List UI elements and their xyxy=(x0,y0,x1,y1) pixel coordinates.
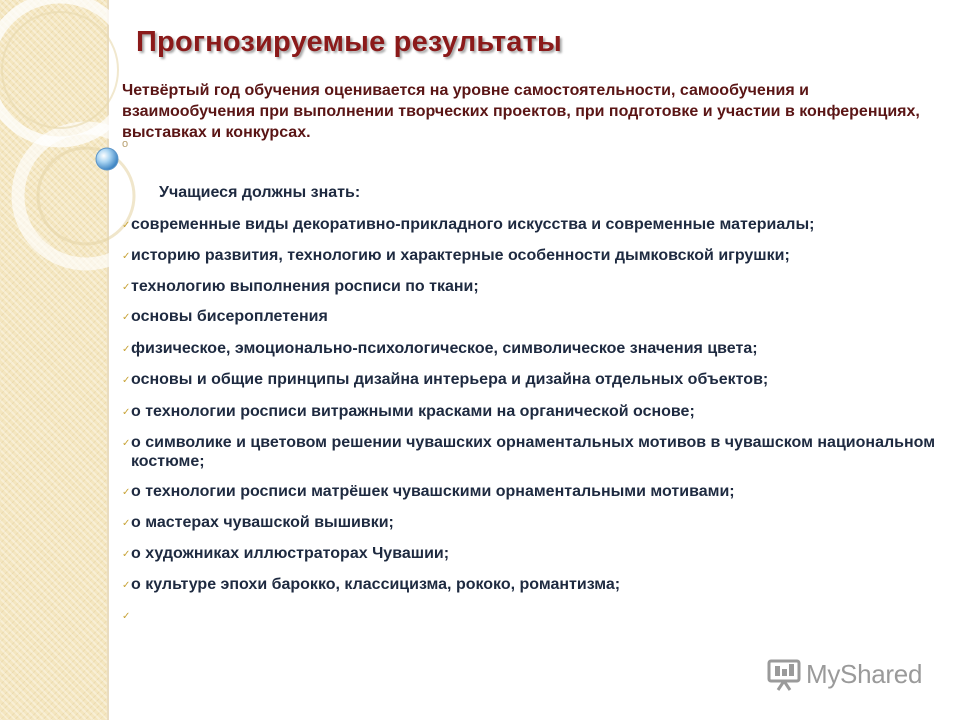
list-item-text: о культуре эпохи барокко, классицизма, рококо, романтизма; xyxy=(131,576,621,593)
list-item xyxy=(122,433,942,471)
list-item xyxy=(122,215,942,234)
check-icon: ✓ xyxy=(122,251,131,262)
list-item-text: о символике и цветовом решении чувашских орнаментальных мотивов в чувашском национальном костюме; xyxy=(131,434,936,470)
check-icon: ✓ xyxy=(122,580,131,591)
knowledge-heading: Учащиеся должны знать: xyxy=(159,184,361,201)
list-item xyxy=(122,277,942,296)
list-item-text: технологию выполнения росписи по ткани; xyxy=(131,278,479,295)
list-item-text: о технологии росписи витражными красками на органической основе; xyxy=(131,403,695,420)
check-icon: ✓ xyxy=(122,375,131,386)
check-icon: ✓ xyxy=(122,611,131,622)
check-icon: ✓ xyxy=(122,487,131,498)
list-item-text: историю развития, технологию и характерные особенности дымковской игрушки; xyxy=(131,247,790,264)
check-icon: ✓ xyxy=(122,438,131,449)
intro-paragraph: Четвёртый год обучения оценивается на уровне самостоятельности, самообучения и взаимообучения при выполнении творческих проектов, при подготовке и участии в конференциях, выставках и конкурсах. xyxy=(122,82,920,141)
list-item xyxy=(122,370,942,389)
check-icon: ✓ xyxy=(122,407,131,418)
list-item-text: о художниках иллюстраторах Чувашии; xyxy=(131,545,450,562)
list-item-text: о мастерах чувашской вышивки; xyxy=(131,514,394,531)
check-icon: ✓ xyxy=(122,549,131,560)
list-item-text: физическое, эмоционально-психологическое, символическое значения цвета; xyxy=(131,340,758,357)
list-item xyxy=(122,513,942,532)
list-item xyxy=(122,307,942,326)
intro-bullet: o xyxy=(122,138,129,150)
list-item-text: современные виды декоративно-прикладного искусства и современные материалы; xyxy=(131,216,815,233)
watermark-text: MyShared xyxy=(806,658,923,689)
check-icon: ✓ xyxy=(122,344,131,355)
check-icon: ✓ xyxy=(122,282,131,293)
list-item-text: о технологии росписи матрёшек чувашскими орнаментальными мотивами; xyxy=(131,483,735,500)
presentation-board-icon xyxy=(766,656,802,692)
list-item xyxy=(122,246,942,265)
slide-title: Прогнозируемые результаты xyxy=(136,26,562,58)
list-item xyxy=(122,575,942,594)
knowledge-list xyxy=(122,215,942,622)
list-item xyxy=(122,339,942,358)
list-item xyxy=(122,402,942,421)
list-item-text: основы бисероплетения xyxy=(131,308,328,325)
list-item xyxy=(122,482,942,501)
check-icon: ✓ xyxy=(122,220,131,231)
blue-bead xyxy=(96,148,118,170)
myshared-watermark xyxy=(766,656,922,692)
list-item xyxy=(122,544,942,563)
list-item-text: основы и общие принципы дизайна интерьера и дизайна отдельных объектов; xyxy=(131,371,769,388)
check-icon: ✓ xyxy=(122,518,131,529)
check-icon: ✓ xyxy=(122,312,131,323)
